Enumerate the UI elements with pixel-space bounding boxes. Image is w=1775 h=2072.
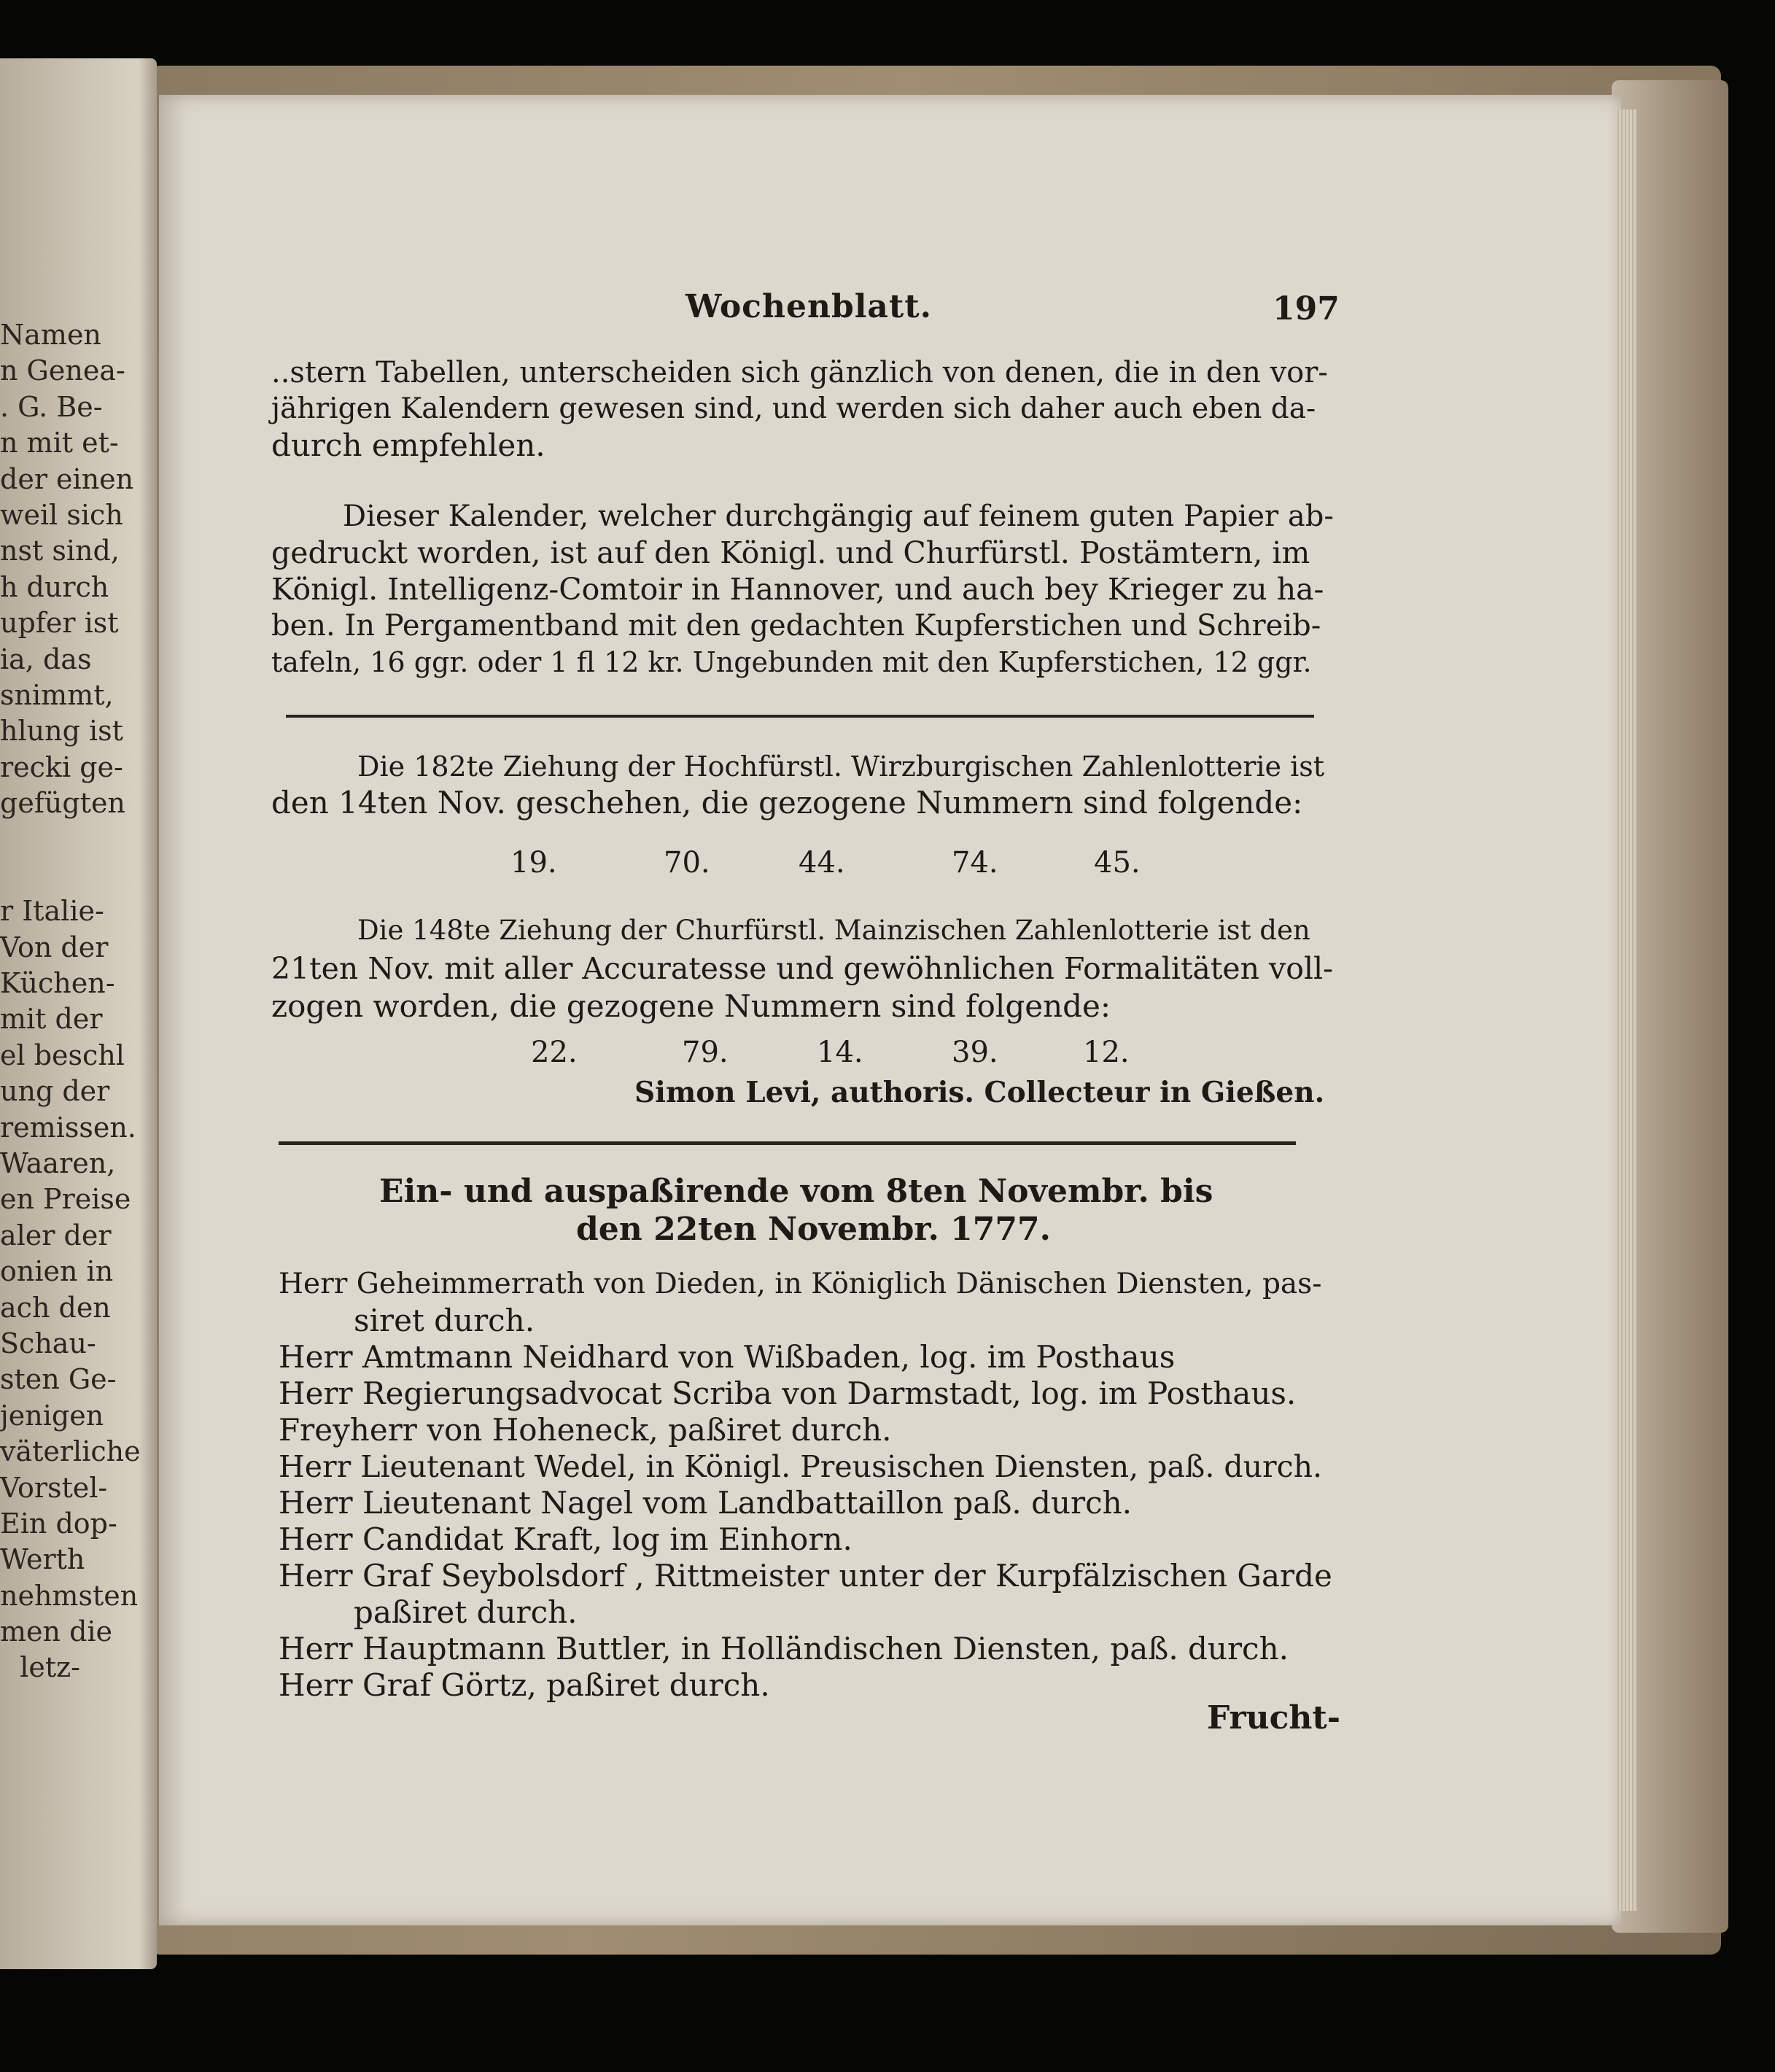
drawn-number: 70. [664,846,710,880]
left-page-fragment: snimmt, [0,678,114,711]
lottery2-line: zogen worden, die gezogene Nummern sind folgende: [271,988,1111,1024]
left-page-fragment: Werth [0,1543,85,1576]
section-divider [286,715,1314,718]
left-page-fragment: en Preise [0,1183,131,1216]
left-page-fragment: weil sich [0,498,123,531]
left-page-fragment: mit der [0,1003,103,1036]
left-page-fragment: ung der [0,1075,110,1108]
left-page-fragment: Namen [0,319,101,351]
drawn-number: 12. [1083,1036,1130,1069]
left-page-fragment: Waaren, [0,1146,116,1179]
paragraph2-line: gedruckt worden, ist auf den Königl. und Churfürstl. Postämtern, im [271,535,1310,570]
paragraph1-line: jährigen Kalendern gewesen sind, und werden sich daher auch eben da- [271,392,1316,425]
traveller-entry: Freyherr von Hoheneck, paßiret durch. [279,1412,892,1448]
paragraph1-line: ..stern Tabellen, unterscheiden sich gänzlich von denen, die in den vor- [271,356,1328,389]
left-page-fragment: recki ge- [0,750,123,783]
drawn-number: 79. [682,1036,729,1069]
left-page-text-fragments [0,317,141,1686]
left-page-fragment: hlung ist [0,715,123,748]
paragraph1-line: durch empfehlen. [271,427,545,463]
lottery-collector-signature: Simon Levi, authoris. Collecteur in Gießen. [634,1076,1325,1109]
left-page-fragment: sten Ge- [0,1363,117,1396]
left-page-fragment: nehmsten [0,1579,139,1612]
drawn-number: 44. [799,846,845,880]
paragraph2-line: ben. In Pergamentband mit den gedachten Kupferstichen und Schreib- [271,609,1321,643]
lottery2-line: Die 148te Ziehung der Churfürstl. Mainzischen Zahlenlotterie ist den [357,915,1310,946]
drawn-number: 74. [952,846,998,880]
traveller-entry: Herr Graf Görtz, paßiret durch. [279,1667,770,1703]
left-page-fragment: n mit et- [0,427,119,459]
paragraph2-line: Königl. Intelligenz-Comtoir in Hannover, und auch bey Krieger zu ha- [271,572,1324,607]
drawn-number: 22. [531,1036,578,1069]
left-page-fragment: upfer ist [0,607,119,640]
left-page-fragment: Vorstel- [0,1471,108,1504]
left-page-fragment: h durch [0,570,109,603]
drawn-number: 19. [510,846,557,880]
lottery2-line: 21ten Nov. mit aller Accuratesse und gewöhnlichen Formalitäten voll- [271,951,1333,986]
traveller-entry: Herr Lieutenant Wedel, in Königl. Preusischen Diensten, paß. durch. [279,1449,1323,1484]
section-divider [279,1141,1296,1145]
traveller-entry: Herr Graf Seybolsdorf , Rittmeister unter der Kurpfälzischen Garde [279,1558,1332,1594]
travellers-heading: den 22ten Novembr. 1777. [576,1211,1051,1248]
left-page-fragment: n Genea- [0,354,125,387]
left-page-fragment: Schau- [0,1327,96,1359]
paragraph2-line: Dieser Kalender, welcher durchgängig auf feinem guten Papier ab- [343,500,1334,533]
left-page-fragment: Küchen- [0,967,115,1000]
drawn-number: 39. [952,1036,998,1069]
left-page-fragment: väterliche [0,1435,141,1468]
page-number: 197 [1273,290,1340,327]
traveller-entry: Herr Regierungsadvocat Scriba von Darmstadt, log. im Posthaus. [279,1375,1297,1411]
left-page-fragment: Von der [0,931,109,963]
traveller-entry: Herr Amtmann Neidhard von Wißbaden, log. im Posthaus [279,1339,1176,1375]
running-header-title: Wochenblatt. [685,288,932,325]
left-page-fragment: letz- [20,1651,80,1684]
catchword: Frucht- [1207,1699,1341,1737]
page-stack-edge [1615,109,1637,1911]
left-page-fragment: jenigen [0,1399,104,1432]
left-page-fragment: ia, das [0,643,92,675]
drawn-number: 14. [817,1036,863,1069]
left-page-fragment: onien in [0,1255,114,1288]
left-page-fragment: . G. Be- [0,390,103,423]
left-page-fragment: gefügten [0,787,125,820]
left-page-fragment: aler der [0,1219,112,1252]
paragraph2-line: tafeln, 16 ggr. oder 1 fl 12 kr. Ungebunden mit den Kupferstichen, 12 ggr. [271,646,1312,678]
lottery1-line: Die 182te Ziehung der Hochfürstl. Wirzburgischen Zahlenlotterie ist [357,750,1325,783]
traveller-entry: siret durch. [354,1303,535,1338]
traveller-entry: Herr Hauptmann Buttler, in Holländischen Diensten, paß. durch. [279,1631,1289,1666]
left-page-fragment: remissen. [0,1111,136,1144]
lottery1-line: den 14ten Nov. geschehen, die gezogene Nummern sind folgende: [271,785,1303,820]
traveller-entry: Herr Geheimmerrath von Dieden, in Königlich Dänischen Diensten, pas- [279,1268,1322,1300]
left-page-fragment: r Italie- [0,895,104,928]
lottery2-numbers [0,1036,1775,1072]
left-page-fragment: der einen [0,462,134,495]
travellers-heading: Ein- und auspaßirende vom 8ten Novembr. bis [379,1173,1213,1210]
left-page-fragment: Ein dop- [0,1507,117,1540]
left-page-fragment: men die [0,1615,113,1648]
drawn-number: 45. [1094,846,1141,880]
traveller-entry: paßiret durch. [354,1594,578,1630]
traveller-entry: Herr Candidat Kraft, log im Einhorn. [279,1521,852,1557]
left-page-fragment: nst sind, [0,535,120,567]
lottery1-numbers [0,846,1775,882]
left-page-fragment: el beschl [0,1039,125,1071]
left-page [0,58,157,1969]
traveller-entry: Herr Lieutenant Nagel vom Landbattaillon paß. durch. [279,1485,1133,1521]
left-page-fragment: ach den [0,1291,111,1324]
